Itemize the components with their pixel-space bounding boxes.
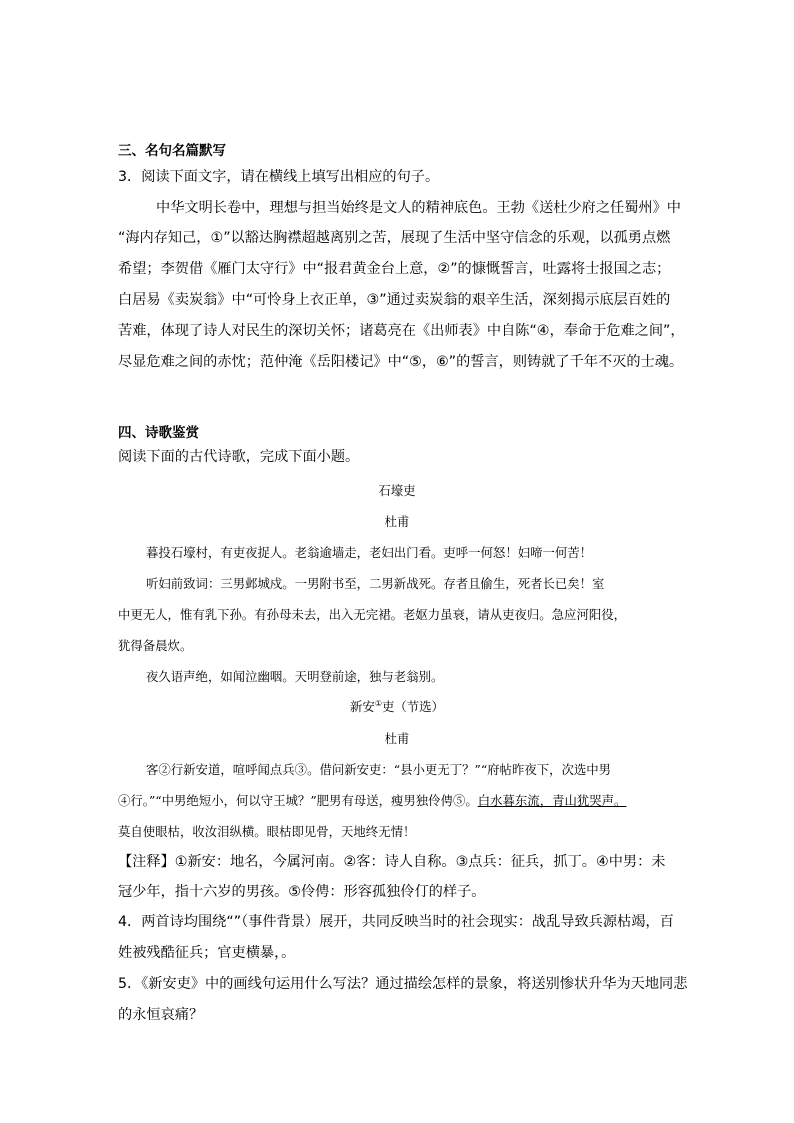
poem1-line: 犹得备晨炊。 [118, 638, 193, 653]
section-heading-poetry-appreciation: 四、诗歌鉴赏 [118, 425, 199, 441]
paragraph-line: “海内存知己，①”以豁达胸襟超越离别之苦，展现了生活中坚守信念的乐观，以孤勇点燃 [118, 230, 671, 246]
question-4-line: 4．两首诗均围绕“”（事件背景）展开，共同反映当时的社会现实：战乱导致兵源枯竭，百 [118, 914, 674, 930]
poem2-underlined-line: 白水暮东流，青山犹哭声。 [477, 793, 627, 808]
paragraph-line: 中华文明长卷中，理想与担当始终是文人的精神底色。王勃《送杜少府之任蜀州》中 [156, 200, 681, 216]
poem2-title [0, 697, 794, 715]
poem2-line: 客②行新安道，喧呼闻点兵③。借问新安吏：“县小更无丁？”“府帖昨夜下，次选中男 [146, 762, 612, 777]
poem2-title-note-marker: ① [374, 698, 382, 708]
poem2-line-text: ④行。”“中男绝短小，何以守王城？”肥男有母送，瘦男独伶俜⑤。 [118, 793, 478, 808]
question-4-line: 姓被残酷征兵；官吏横暴，。 [118, 945, 296, 961]
annotation-line: 【注释】①新安：地名，今属河南。②客：诗人自称。③点兵：征兵，抓丁。④中男：未 [118, 854, 666, 870]
poem1-line: 暮投石壕村，有吏夜捉人。老翁逾墙走，老妇出门看。吏呼一何怒！妇啼一何苦！ [146, 545, 593, 560]
poem2-author: 杜甫 [384, 731, 410, 746]
poem2-title-text: 吏（节选） [382, 699, 444, 714]
poem1-line: 中更无人，惟有乳下孙。有孙母未去，出入无完裙。老妪力虽衰，请从吏夜归。急应河阳役， [118, 607, 627, 622]
paragraph-line: 苦难，体现了诗人对民生的深切关怀；诸葛亮在《出师表》中自陈“④，奉命于危难之间”， [118, 323, 685, 339]
question-5-line: 5．《新安吏》中的画线句运用什么写法？通过描绘怎样的景象，将送别惨状升华为天地同悲 [118, 976, 688, 992]
poem2-line [118, 791, 626, 809]
poem1-author: 杜甫 [384, 514, 410, 529]
section-4-intro: 阅读下面的古代诗歌，完成下面小题。 [118, 449, 360, 465]
poem2-line: 莫自使眼枯，收汝泪纵横。眼枯即见骨，天地终无情！ [118, 824, 416, 839]
poem2-title-text: 新安 [350, 699, 375, 714]
section-heading-famous-lines: 三、名句名篇默写 [118, 143, 226, 159]
annotation-line: 冠少年，指十六岁的男孩。⑤伶俜：形容孤独伶仃的样子。 [118, 884, 486, 900]
question-3-prompt: 3．阅读下面文字，请在横线上填写出相应的句子。 [118, 169, 440, 185]
question-5-line: 的永恒哀痛？ [118, 1007, 204, 1023]
paragraph-line: 白居易《卖炭翁》中“可怜身上衣正单，③”通过卖炭翁的艰辛生活，深刻揭示底层百姓的 [118, 292, 671, 308]
paragraph-line: 希望；李贺借《雁门太守行》中“报君黄金台上意，②”的慷慨誓言，吐露将士报国之志； [118, 261, 671, 277]
poem1-title: 石壕吏 [378, 483, 416, 498]
paragraph-line: 尽显危难之间的赤忱；范仲淹《岳阳楼记》中“⑤，⑥”的誓言，则铸就了千年不灭的士魂。 [118, 354, 684, 370]
poem1-line: 夜久语声绝，如闻泣幽咽。天明登前途，独与老翁别。 [146, 669, 444, 684]
poem1-line: 听妇前致词：三男邺城戍。一男附书至，二男新战死。存者且偷生，死者长已矣！室 [146, 576, 605, 591]
